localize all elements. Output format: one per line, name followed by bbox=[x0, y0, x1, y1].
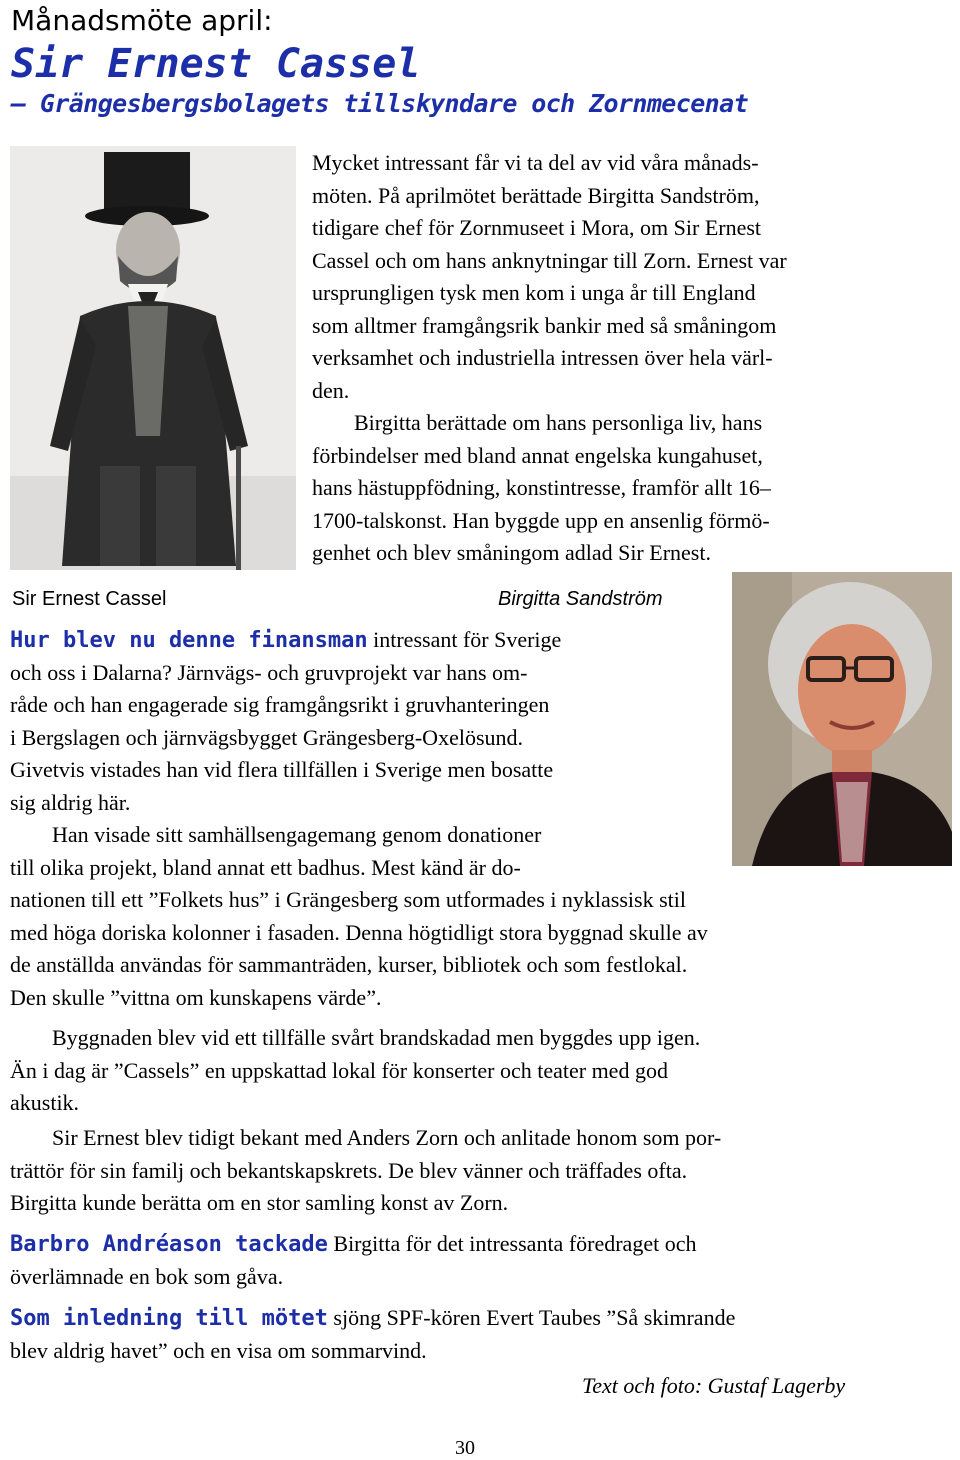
lead-in-heading: Barbro Andréason tackade bbox=[10, 1232, 328, 1257]
text-line: i Bergslagen och järnvägsbygget Grängesberg-Oxelösund. bbox=[10, 724, 524, 750]
text-line: möten. På aprilmötet berättade Birgitta Sandström, bbox=[312, 182, 760, 208]
byline: Text och foto: Gustaf Lagerby bbox=[582, 1373, 846, 1398]
text-line: till olika projekt, bland annat ett badhus. Mest känd är do- bbox=[10, 854, 521, 880]
text-line: Givetvis vistades han vid flera tillfällen i Sverige men bosatte bbox=[10, 757, 554, 782]
page-number: 30 bbox=[455, 1437, 475, 1459]
photo-birgitta-sandstrom bbox=[732, 572, 952, 866]
text-line: den. bbox=[312, 377, 350, 403]
text-line: trättör för sin familj och bekantskapskrets. De blev vänner och träffades ofta. bbox=[10, 1157, 688, 1183]
text-line: blev aldrig havet” och en visa om sommarvind. bbox=[10, 1337, 427, 1363]
text-line: ursprungligen tysk men kom i unga år till England bbox=[312, 280, 756, 305]
text-line: och oss i Dalarna? Järnvägs- och gruvprojekt var hans om- bbox=[10, 659, 528, 685]
personal-life-paragraph bbox=[312, 407, 771, 570]
text-line: genhet och blev småningom adlad Sir Ernest. bbox=[312, 540, 711, 565]
text-line: Mycket intressant får vi ta del av vid våra månads- bbox=[312, 150, 759, 175]
intro-paragraph bbox=[312, 147, 787, 407]
text-line: 1700-talskonst. Han byggde upp en ansenlig förmö- bbox=[312, 507, 770, 533]
text-line: hans hästuppfödning, konstintresse, framför allt 16– bbox=[312, 475, 771, 500]
sweden-section-paragraph bbox=[10, 624, 561, 819]
article-title: Sir Ernest Cassel bbox=[11, 41, 421, 87]
text-line: tidigare chef för Zornmuseet i Mora, om Sir Ernest bbox=[312, 215, 762, 240]
text-line: sig aldrig här. bbox=[10, 789, 131, 815]
text-fragment: intressant för Sverige bbox=[367, 627, 562, 652]
donation-paragraph bbox=[10, 819, 708, 1014]
zorn-paragraph bbox=[10, 1122, 721, 1220]
text-line: akustik. bbox=[10, 1090, 80, 1115]
text-line: med höga doriska kolonner i fasaden. Denna högtidligt stora byggnad skulle av bbox=[10, 919, 708, 945]
text-line: Birgitta kunde berätta om en stor samling konst av Zorn. bbox=[10, 1190, 509, 1215]
building-paragraph bbox=[10, 1022, 700, 1120]
text-line: råde och han engagerade sig framgångsrikt i gruvhanteringen bbox=[10, 692, 550, 717]
text-line: Byggnaden blev vid ett tillfälle svårt brandskadad men byggdes upp igen. bbox=[52, 1025, 701, 1050]
thanks-paragraph bbox=[10, 1228, 696, 1293]
kicker: Månadsmöte april: bbox=[11, 4, 273, 37]
text-line: förbindelser med bland annat engelska kungahuset, bbox=[312, 442, 763, 468]
text-line-with-lead bbox=[10, 1302, 735, 1335]
text-line-with-lead bbox=[10, 1228, 696, 1261]
lead-in-heading: Som inledning till mötet bbox=[10, 1306, 328, 1331]
portrait-sir-ernest-cassel bbox=[10, 146, 296, 570]
text-line: Sir Ernest blev tidigt bekant med Anders Zorn och anlitade honom som por- bbox=[52, 1125, 722, 1150]
caption-sandstrom: Birgitta Sandström bbox=[498, 588, 663, 610]
text-line: överlämnade en bok som gåva. bbox=[10, 1263, 284, 1289]
text-line: Han visade sitt samhällsengagemang genom donationer bbox=[52, 822, 542, 847]
text-fragment: Birgitta för det intressanta föredraget och bbox=[327, 1231, 697, 1256]
caption-cassel: Sir Ernest Cassel bbox=[12, 588, 167, 610]
text-line: Cassel och om hans anknytningar till Zorn. Ernest var bbox=[312, 247, 787, 273]
text-line: de anställda användas för sammanträden, kurser, bibliotek och som festlokal. bbox=[10, 952, 688, 977]
text-line: Den skulle ”vittna om kunskapens värde”. bbox=[10, 984, 382, 1010]
text-line: Birgitta berättade om hans personliga liv, hans bbox=[354, 410, 763, 435]
opening-paragraph bbox=[10, 1302, 735, 1367]
text-fragment: sjöng SPF-kören Evert Taubes ”Så skimrande bbox=[327, 1305, 736, 1330]
article-subtitle: – Grängesbergsbolagets tillskyndare och Zornmecenat bbox=[11, 89, 749, 118]
text-line: nationen till ett ”Folkets hus” i Grängesberg som utformades i nyklassisk stil bbox=[10, 887, 687, 912]
text-line: som alltmer framgångsrik bankir med så småningom bbox=[312, 312, 777, 338]
text-line: Än i dag är ”Cassels” en uppskattad lokal för konserter och teater med god bbox=[10, 1057, 668, 1083]
lead-in-heading: Hur blev nu denne finansman bbox=[10, 628, 368, 653]
text-line-with-lead bbox=[10, 624, 561, 657]
text-line: verksamhet och industriella intressen över hela värl- bbox=[312, 345, 773, 370]
